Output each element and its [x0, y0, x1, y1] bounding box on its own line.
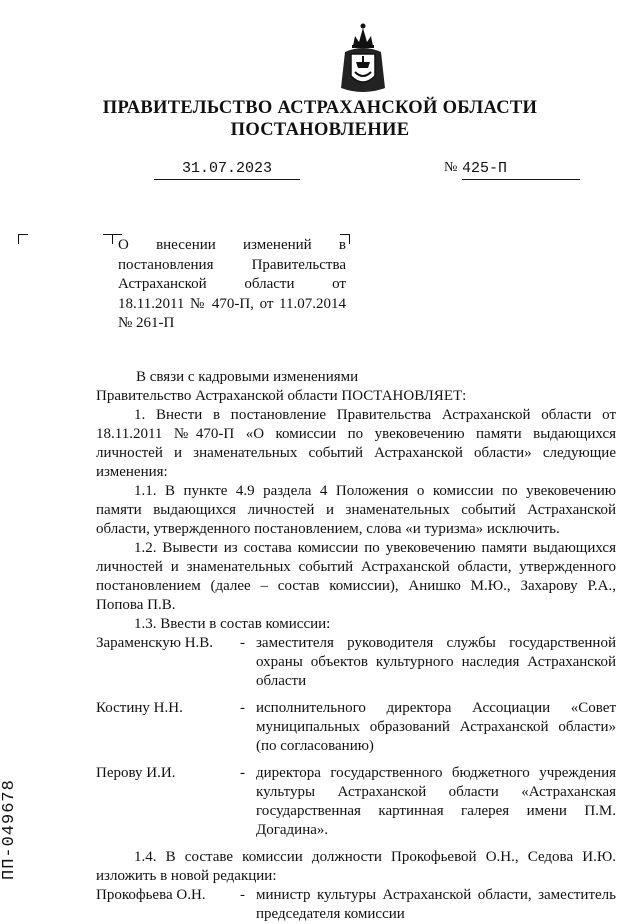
member-role: заместителя руководителя службы государственной охраны объектов культурного наследия Астраханской области: [256, 635, 616, 689]
member-role: директора государственного бюджетного учреждения культуры Астраханской области «Астраханская государственная картинная галерея имени П.М. Догадина».: [256, 765, 616, 838]
margin-corner-mark: [18, 234, 28, 244]
member-role: исполнительного директора Ассоциации «Совет муниципальных образований Астраханской области» (по согласованию): [256, 700, 616, 754]
paragraph-1-1: 1.1. В пункте 4.9 раздела 4 Положения о комиссии по увековечению памяти выдающихся личностей и знаменательных событий Астраханской области, утвержденного постановлением, слова «и туризма» исключить.: [96, 483, 616, 537]
member-name: Зараменскую Н.В.: [96, 635, 214, 651]
member-name: Костину Н.Н.: [96, 700, 183, 716]
member-dash: -: [240, 887, 245, 903]
document-number: 425-П: [462, 160, 580, 180]
doc-type-title: ПОСТАНОВЛЕНИЕ: [230, 120, 410, 140]
member-name: Перову И.И.: [96, 765, 176, 781]
org-title: ПРАВИТЕЛЬСТВО АСТРАХАНСКОЙ ОБЛАСТИ: [102, 98, 538, 118]
paragraph-1-2: 1.2. Вывести из состава комиссии по увековечению памяти выдающихся личностей и знаменательных событий Астраханской области, утвержденного постановлением (далее – состав комиссии), Анишко М.Ю., Захарову Р.А., Попова П.В.: [96, 540, 616, 613]
member-dash: -: [240, 765, 245, 781]
document-subject: О внесении изменений в постановления Правительства Астраханской области от 18.11.2011 № 470-П, от 11.07.2014 № 261-П: [118, 237, 346, 331]
member-role: министр культуры Астраханской области, заместитель председателя комиссии: [256, 887, 616, 922]
form-serial-number: ПП-049678: [0, 779, 19, 880]
paragraph-1: 1. Внести в постановление Правительства Астраханской области от 18.11.2011 №470-П «О комиссии по увековечению памяти выдающихся личностей и знаменательных событий Астраханской области» следующие изменения:: [96, 407, 616, 480]
coat-of-arms-emblem: [335, 18, 391, 96]
document-body: [96, 368, 616, 924]
number-label: №: [444, 160, 458, 175]
member-name: Прокофьева О.Н.: [96, 887, 206, 903]
member-row: [96, 699, 616, 756]
paragraph-1-4: 1.4. В составе комиссии должности Прокофьевой О.Н., Седова И.Ю. изложить в новой редакции:: [96, 849, 616, 884]
member-dash: -: [240, 635, 245, 651]
member-dash: -: [240, 700, 245, 716]
member-row: [96, 886, 616, 924]
paragraph-1-3: 1.3. Ввести в состав комиссии:: [134, 616, 331, 632]
member-row: [96, 764, 616, 840]
intro-decree-line: Правительство Астраханской области ПОСТАНОВЛЯЕТ:: [96, 388, 467, 404]
intro-line: В связи с кадровыми изменениями: [136, 369, 359, 385]
document-date: 31.07.2023: [154, 160, 300, 180]
member-row: [96, 634, 616, 691]
